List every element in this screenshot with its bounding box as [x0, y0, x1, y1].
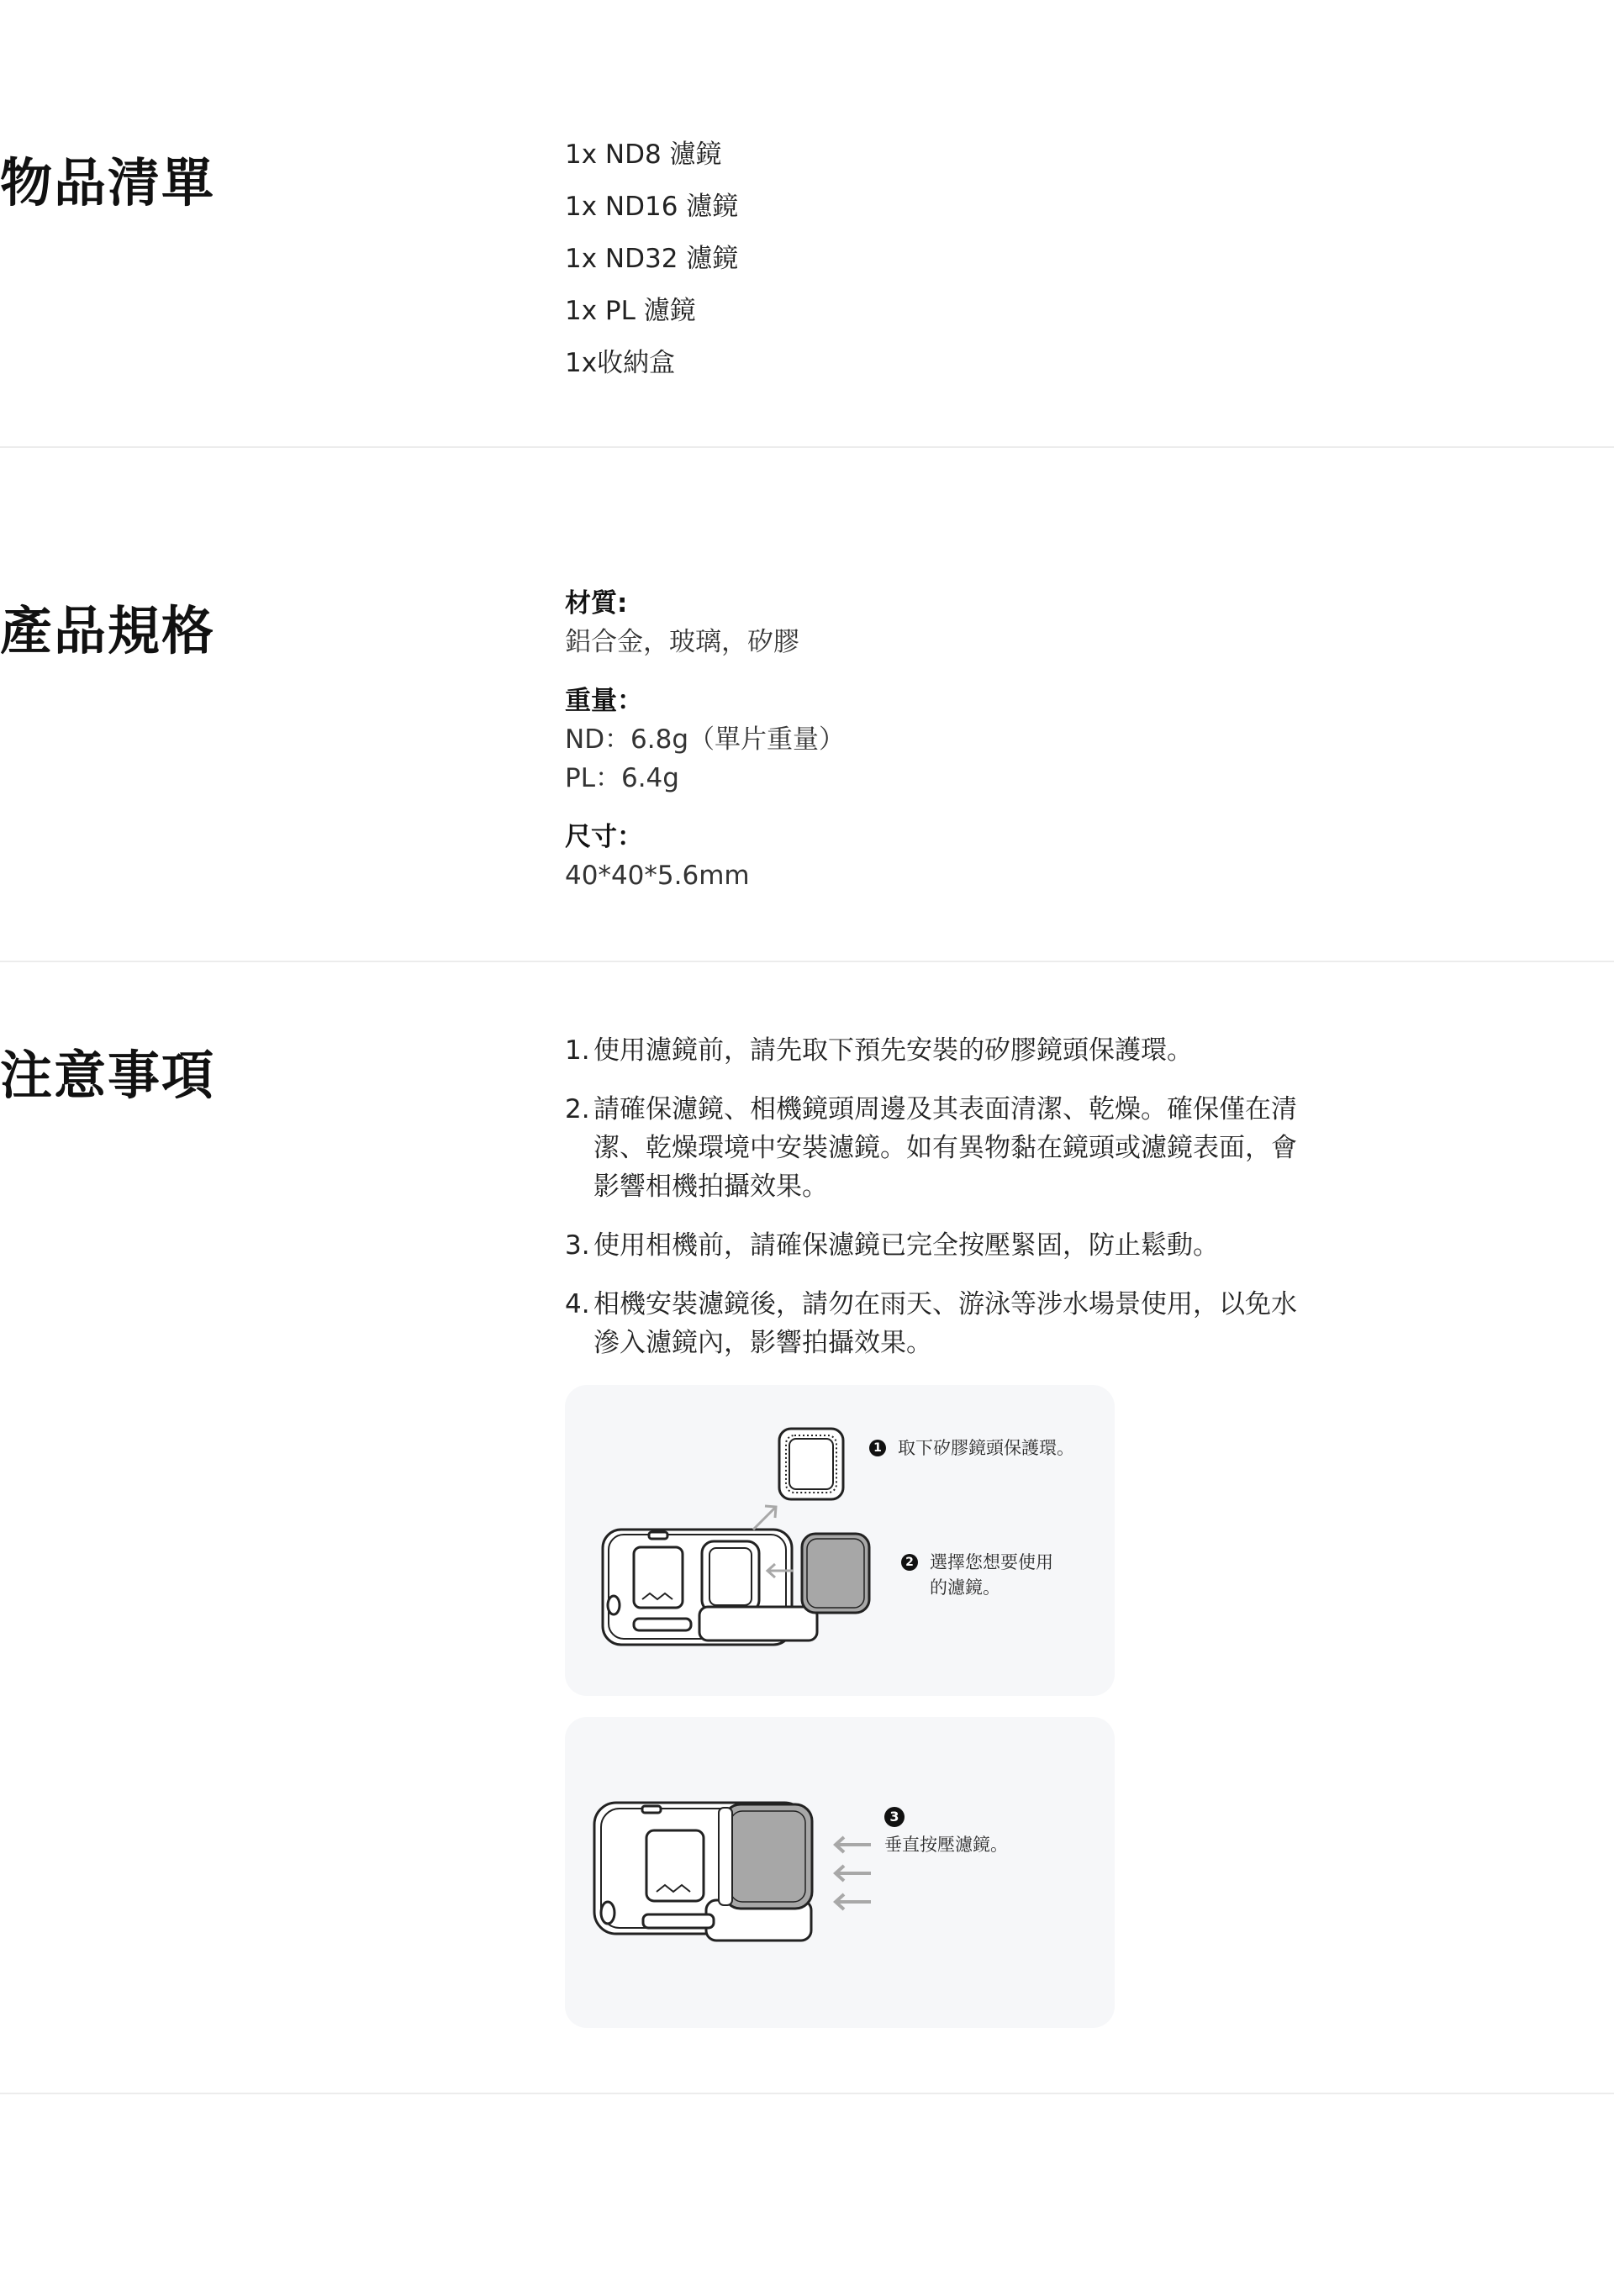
notes-title: 注意事項	[0, 1045, 216, 1106]
lens-protective-ring-icon	[779, 1429, 843, 1499]
note-number: 2.	[565, 1094, 590, 1124]
list-item: 1x ND16 濾鏡	[565, 192, 739, 222]
spec-value: PL：6.4g	[565, 763, 679, 793]
note-number: 3.	[565, 1230, 590, 1261]
package-section	[0, 0, 1614, 445]
spec-size	[565, 818, 1338, 895]
camera-filter-illustration	[565, 1385, 1115, 1696]
note-item	[565, 1285, 1321, 1362]
press-filter-illustration	[565, 1717, 1115, 2028]
note-text: 相機安裝濾鏡後，請勿在雨天、游泳等涉水場景使用，以免水滲入濾鏡內，影響拍攝效果。	[593, 1289, 1297, 1358]
note-number: 1.	[565, 1035, 590, 1066]
step-1-number: 1	[869, 1440, 886, 1456]
specs-section	[0, 448, 1614, 961]
note-item	[565, 1090, 1321, 1206]
install-step-card-2	[565, 1717, 1115, 2028]
step-2-number: 2	[901, 1554, 918, 1571]
note-number: 4.	[565, 1289, 590, 1319]
step-2-text-line-2: 的濾鏡。	[930, 1577, 1000, 1598]
spec-value: 鋁合金，玻璃，矽膠	[565, 627, 799, 657]
step-2-text	[930, 1550, 1053, 1600]
specs-title: 產品規格	[0, 600, 216, 661]
arrow-up-right-icon	[753, 1506, 776, 1530]
step-3-number: 3	[884, 1807, 905, 1827]
step-3-caption	[884, 1803, 1008, 1857]
step-3-text: 垂直按壓濾鏡。	[884, 1835, 1008, 1855]
list-item: 1x ND8 濾鏡	[565, 140, 722, 170]
press-arrows-icon	[836, 1837, 871, 1909]
package-title: 物品清單	[0, 152, 216, 213]
nd-filter-icon	[802, 1534, 869, 1613]
nd-filter-icon	[719, 1804, 812, 1909]
note-item	[565, 1031, 1321, 1070]
step-2-caption	[901, 1550, 1053, 1600]
package-list	[565, 129, 1338, 389]
note-text: 請確保濾鏡、相機鏡頭周邊及其表面清潔、乾燥。確保僅在清潔、乾燥環境中安裝濾鏡。如有異物黏在鏡頭或濾鏡表面，會影響相機拍攝效果。	[593, 1094, 1297, 1202]
section-divider	[0, 2093, 1614, 2094]
list-item: 1x ND32 濾鏡	[565, 244, 739, 274]
list-item: 1x收納盒	[565, 348, 676, 378]
action-camera-icon	[603, 1530, 817, 1645]
spec-label: 尺寸：	[565, 822, 643, 852]
step-2-text-line-1: 選擇您想要使用	[930, 1552, 1053, 1572]
specs-list	[565, 584, 1338, 915]
spec-value: 40*40*5.6mm	[565, 861, 750, 891]
spec-weight	[565, 682, 1338, 798]
notes-list	[565, 1031, 1321, 1382]
spec-material	[565, 584, 1338, 661]
step-1-text: 取下矽膠鏡頭保護環。	[898, 1438, 1074, 1458]
step-1-caption	[869, 1435, 1074, 1461]
spec-label: 材質:	[565, 588, 628, 619]
note-text: 使用相機前，請確保濾鏡已完全按壓緊固，防止鬆動。	[593, 1230, 1219, 1261]
note-item	[565, 1226, 1321, 1265]
spec-value: ND：6.8g（單片重量）	[565, 724, 846, 755]
spec-label: 重量：	[565, 686, 643, 716]
note-text: 使用濾鏡前，請先取下預先安裝的矽膠鏡頭保護環。	[593, 1035, 1193, 1066]
install-step-card-1	[565, 1385, 1115, 1696]
list-item: 1x PL 濾鏡	[565, 296, 696, 326]
